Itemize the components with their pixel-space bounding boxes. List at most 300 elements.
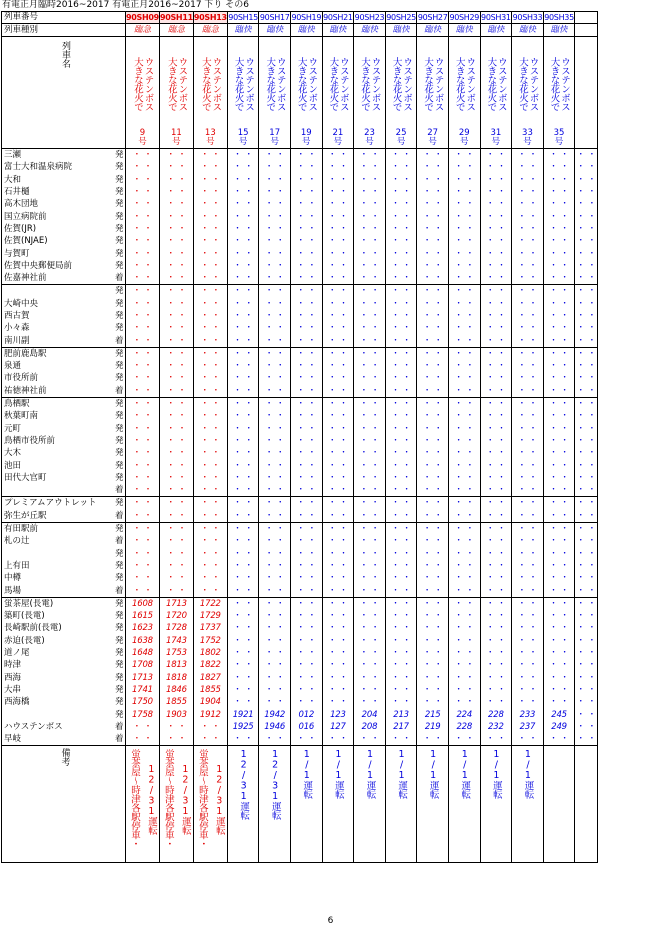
station-name: 与賀町	[2, 247, 114, 259]
timetable-cell: ・ ・	[259, 484, 291, 497]
timetable-cell: ・ ・	[322, 210, 354, 222]
station-name: 上有田	[2, 560, 114, 572]
timetable-cell: ・ ・	[512, 548, 544, 560]
train-name-line: 大きな花火で	[199, 57, 211, 111]
timetable-cell: ・ ・	[543, 472, 575, 484]
timetable-cell: ・ ・	[159, 397, 193, 410]
timetable-cell: ・ ・	[385, 186, 417, 198]
timetable-cell: ・ ・	[159, 385, 193, 398]
timetable-cell: ・ ・	[480, 447, 512, 459]
timetable-cell: ・ ・	[385, 210, 417, 222]
timetable-cell: ・ ・	[448, 472, 480, 484]
timetable-cell: ・ ・	[291, 459, 323, 471]
train-name-cell	[322, 37, 354, 149]
timetable-cell: 1846	[159, 684, 193, 696]
timetable-cell: ・ ・	[291, 447, 323, 459]
train-number: 90SH09	[126, 13, 159, 22]
timetable-cell: ・ ・	[291, 372, 323, 384]
timetable-cell: ・ ・	[480, 497, 512, 510]
timetable-cell: ・ ・	[543, 610, 575, 622]
train-number: 90SH33	[512, 13, 543, 22]
remark-line: 蛍茶屋～時津各駅停車・	[162, 749, 174, 849]
timetable-cell: ・ ・	[448, 459, 480, 471]
timetable-cell-extra: ・ ・	[576, 223, 597, 234]
timetable-cell: ・ ・	[126, 161, 160, 173]
train-name-line: 大きな花火で	[358, 57, 370, 111]
timetable-cell: ・ ・	[417, 198, 449, 210]
timetable-cell: ・ ・	[512, 285, 544, 298]
timetable-cell: ・ ・	[417, 647, 449, 659]
timetable-cell: ・ ・	[159, 497, 193, 510]
remark	[323, 746, 354, 799]
remark-line: 12/31運転	[179, 763, 191, 834]
timetable-cell: ・ ・	[480, 322, 512, 334]
remark-cell	[159, 746, 193, 863]
timetable-cell: ・ ・	[126, 149, 160, 162]
train-name-line: ウステンボス	[559, 57, 571, 111]
timetable-cell: ・ ・	[126, 733, 160, 746]
train-type: 臨快	[448, 24, 480, 37]
station-name: ハウステンボス	[2, 721, 114, 733]
timetable-cell-extra: ・ ・	[576, 399, 597, 410]
timetable-cell: ・ ・	[259, 247, 291, 259]
timetable-cell: ・ ・	[448, 733, 480, 746]
timetable-cell: ・ ・	[291, 659, 323, 671]
train-name	[259, 38, 290, 130]
timetable-cell: ・ ・	[385, 410, 417, 422]
timetable-cell: ・ ・	[126, 535, 160, 547]
timetable-cell-extra: ・ ・	[576, 548, 597, 559]
timetable-cell-extra: ・ ・	[576, 648, 597, 659]
train-name	[544, 38, 575, 130]
timetable-cell: 016	[291, 721, 323, 733]
remark	[481, 746, 512, 799]
timetable-cell: ・ ・	[417, 435, 449, 447]
timetable-cell: ・ ・	[259, 372, 291, 384]
timetable-cell: 127	[322, 721, 354, 733]
timetable-cell: ・ ・	[227, 671, 259, 683]
timetable-cell: ・ ・	[543, 149, 575, 162]
timetable-cell: ・ ・	[385, 423, 417, 435]
train-name-line: 大きな花火で	[548, 57, 560, 111]
station-dep-arr: 着	[114, 335, 124, 346]
timetable-cell: ・ ・	[126, 459, 160, 471]
station-dep-arr: 着	[114, 721, 124, 732]
timetable-cell: ・ ・	[480, 584, 512, 597]
train-name-cell	[193, 37, 227, 149]
timetable-cell: 1942	[259, 708, 291, 720]
timetable-cell: ・ ・	[354, 497, 386, 510]
timetable-cell: ・ ・	[259, 347, 291, 360]
remarks-label: 備考	[59, 748, 70, 767]
timetable-cell: 123	[322, 708, 354, 720]
timetable-cell: ・ ・	[385, 298, 417, 310]
timetable-cell: ・ ・	[448, 560, 480, 572]
timetable-cell: 1648	[126, 647, 160, 659]
timetable-cell: ・ ・	[126, 198, 160, 210]
timetable-cell-extra: ・ ・	[576, 684, 597, 695]
timetable-cell: ・ ・	[417, 347, 449, 360]
station-dep-arr: 発	[114, 448, 124, 459]
timetable-cell: ・ ・	[417, 635, 449, 647]
timetable-cell: ・ ・	[193, 410, 227, 422]
timetable-cell: ・ ・	[259, 584, 291, 597]
timetable-cell-extra: ・ ・	[576, 423, 597, 434]
remark-cell	[193, 746, 227, 863]
timetable-cell: ・ ・	[417, 572, 449, 584]
timetable-cell: ・ ・	[159, 198, 193, 210]
timetable-cell: ・ ・	[448, 572, 480, 584]
timetable-cell-extra: ・ ・	[576, 435, 597, 446]
timetable	[1, 11, 598, 863]
timetable-cell: ・ ・	[354, 423, 386, 435]
timetable-cell: ・ ・	[480, 385, 512, 398]
timetable-cell: ・ ・	[417, 149, 449, 162]
timetable-cell: ・ ・	[322, 659, 354, 671]
train-name-unit: 号	[333, 137, 343, 147]
remark-cell	[448, 746, 480, 863]
timetable-cell: ・ ・	[543, 410, 575, 422]
station-name: 鳥栖駅	[2, 397, 114, 410]
timetable-cell: ・ ・	[193, 298, 227, 310]
timetable-cell: 1946	[259, 721, 291, 733]
timetable-cell: ・ ・	[354, 397, 386, 410]
timetable-cell: ・ ・	[385, 235, 417, 247]
timetable-cell: ・ ・	[193, 322, 227, 334]
timetable-cell: ・ ・	[159, 510, 193, 523]
train-name-line: 大きな花火で	[232, 57, 244, 111]
timetable-cell: ・ ・	[193, 223, 227, 235]
station-dep-arr: 着	[114, 585, 124, 596]
timetable-cell: ・ ・	[417, 372, 449, 384]
timetable-cell: ・ ・	[291, 310, 323, 322]
train-name	[228, 38, 259, 130]
timetable-cell: ・ ・	[448, 510, 480, 523]
train-name-cell	[259, 37, 291, 149]
timetable-cell: ・ ・	[417, 272, 449, 285]
timetable-cell: ・ ・	[512, 622, 544, 634]
timetable-cell: ・ ・	[354, 659, 386, 671]
timetable-cell: ・ ・	[480, 310, 512, 322]
timetable-cell: ・ ・	[227, 149, 259, 162]
remark-line: 1/1運転	[301, 749, 313, 799]
timetable-cell: ・ ・	[543, 584, 575, 597]
train-name-line: 大きな花火で	[422, 57, 434, 111]
remark-line: 1/1運転	[396, 749, 408, 799]
timetable-cell-extra: ・ ・	[576, 510, 597, 521]
timetable-cell: ・ ・	[126, 435, 160, 447]
timetable-cell: ・ ・	[354, 174, 386, 186]
train-name-empty	[575, 37, 598, 149]
timetable-cell: ・ ・	[543, 733, 575, 746]
train-number: 90SH17	[259, 13, 290, 22]
timetable-cell: ・ ・	[227, 622, 259, 634]
timetable-cell: ・ ・	[126, 322, 160, 334]
train-name-line: ウステンボス	[243, 57, 255, 111]
timetable-cell: ・ ・	[291, 260, 323, 272]
timetable-cell: ・ ・	[259, 210, 291, 222]
station-name: 西海	[2, 671, 114, 683]
timetable-cell: 204	[354, 708, 386, 720]
timetable-cell: ・ ・	[227, 174, 259, 186]
timetable-cell: ・ ・	[291, 210, 323, 222]
timetable-cell: ・ ・	[291, 247, 323, 259]
remark-line: 12/31運転	[269, 749, 281, 820]
timetable-cell: ・ ・	[354, 522, 386, 535]
train-name-number: 19	[300, 128, 312, 138]
timetable-cell: ・ ・	[512, 397, 544, 410]
timetable-cell: ・ ・	[385, 161, 417, 173]
timetable-cell: ・ ・	[480, 372, 512, 384]
timetable-cell-extra: ・ ・	[576, 150, 597, 161]
station-dep-arr: 発	[114, 162, 124, 173]
timetable-cell: ・ ・	[259, 360, 291, 372]
timetable-cell: ・ ・	[480, 423, 512, 435]
timetable-cell: ・ ・	[259, 497, 291, 510]
timetable-cell: ・ ・	[543, 186, 575, 198]
timetable-cell: ・ ・	[543, 322, 575, 334]
remark	[291, 746, 322, 799]
timetable-cell: ・ ・	[417, 385, 449, 398]
timetable-cell: ・ ・	[322, 447, 354, 459]
train-name-line: 大きな花火で	[516, 57, 528, 111]
timetable-cell: ・ ・	[385, 397, 417, 410]
timetable-cell: ・ ・	[259, 298, 291, 310]
timetable-cell: ・ ・	[417, 733, 449, 746]
timetable-cell-extra: ・ ・	[576, 660, 597, 671]
timetable-cell: ・ ・	[126, 372, 160, 384]
timetable-cell: ・ ・	[159, 535, 193, 547]
timetable-cell-extra: ・ ・	[576, 298, 597, 309]
timetable-cell: ・ ・	[354, 560, 386, 572]
timetable-cell: 1802	[193, 647, 227, 659]
station-name: 富士大和温泉病院	[2, 161, 114, 173]
timetable-cell: ・ ・	[227, 597, 259, 610]
timetable-cell: ・ ・	[480, 484, 512, 497]
timetable-cell: ・ ・	[385, 572, 417, 584]
timetable-cell: ・ ・	[512, 572, 544, 584]
timetable-cell: ・ ・	[543, 622, 575, 634]
station-name: 国立病院前	[2, 210, 114, 222]
timetable-cell: ・ ・	[448, 174, 480, 186]
timetable-cell: ・ ・	[227, 484, 259, 497]
timetable-cell: ・ ・	[259, 622, 291, 634]
timetable-cell: ・ ・	[227, 360, 259, 372]
page-title: 有電正月臨時2016~2017 有電正月2016~2017 下り その6	[2, 0, 250, 10]
timetable-cell: ・ ・	[512, 347, 544, 360]
timetable-cell: ・ ・	[193, 334, 227, 347]
station-name: 馬場	[2, 584, 114, 597]
station-name: 中樽	[2, 572, 114, 584]
timetable-cell: 1708	[126, 659, 160, 671]
station-name: 南川副	[2, 334, 114, 347]
timetable-cell: ・ ・	[193, 459, 227, 471]
timetable-cell: ・ ・	[480, 174, 512, 186]
timetable-cell: ・ ・	[512, 322, 544, 334]
timetable-cell: 219	[417, 721, 449, 733]
timetable-cell: ・ ・	[291, 696, 323, 708]
timetable-cell: ・ ・	[259, 572, 291, 584]
timetable-cell: ・ ・	[512, 610, 544, 622]
timetable-cell: ・ ・	[259, 696, 291, 708]
train-name-number: 17	[269, 128, 281, 138]
remark-line: 1/1運転	[332, 749, 344, 799]
timetable-cell: ・ ・	[512, 484, 544, 497]
timetable-cell: ・ ・	[448, 584, 480, 597]
timetable-cell: ・ ・	[385, 522, 417, 535]
train-name	[160, 38, 193, 130]
timetable-cell: ・ ・	[126, 385, 160, 398]
timetable-cell: ・ ・	[480, 671, 512, 683]
timetable-cell: ・ ・	[385, 372, 417, 384]
timetable-cell: ・ ・	[448, 423, 480, 435]
timetable-cell-extra: ・ ・	[576, 472, 597, 483]
timetable-cell: ・ ・	[193, 310, 227, 322]
timetable-cell: ・ ・	[126, 572, 160, 584]
timetable-cell: ・ ・	[354, 285, 386, 298]
timetable-cell: ・ ・	[354, 696, 386, 708]
timetable-cell: ・ ・	[322, 247, 354, 259]
timetable-cell: ・ ・	[543, 360, 575, 372]
timetable-cell: ・ ・	[259, 385, 291, 398]
timetable-cell: ・ ・	[227, 186, 259, 198]
timetable-cell: ・ ・	[385, 334, 417, 347]
timetable-cell: ・ ・	[480, 410, 512, 422]
timetable-cell: ・ ・	[322, 161, 354, 173]
timetable-cell: ・ ・	[385, 635, 417, 647]
timetable-cell: ・ ・	[543, 310, 575, 322]
timetable-cell: ・ ・	[385, 435, 417, 447]
timetable-cell: ・ ・	[126, 247, 160, 259]
page-number: 6	[327, 916, 334, 926]
timetable-cell: ・ ・	[354, 410, 386, 422]
train-name-cell	[417, 37, 449, 149]
timetable-cell: ・ ・	[448, 597, 480, 610]
station-name: 佐賀(JR)	[2, 223, 114, 235]
timetable-cell: ・ ・	[417, 548, 449, 560]
train-name-cell	[159, 37, 193, 149]
station-dep-arr: 発	[114, 709, 124, 720]
station-dep-arr: 発	[114, 684, 124, 695]
remark-line: 1/1運転	[490, 749, 502, 799]
timetable-cell: ・ ・	[354, 635, 386, 647]
timetable-cell: ・ ・	[259, 548, 291, 560]
train-name-unit: 号	[172, 137, 181, 147]
timetable-cell: ・ ・	[512, 435, 544, 447]
timetable-cell: ・ ・	[354, 447, 386, 459]
timetable-cell: ・ ・	[193, 235, 227, 247]
timetable-cell: ・ ・	[227, 310, 259, 322]
remark-line: 12/31運転	[213, 763, 225, 834]
timetable-cell: ・ ・	[227, 459, 259, 471]
remark-line: 12/31運転	[238, 749, 250, 820]
timetable-cell: ・ ・	[543, 484, 575, 497]
timetable-cell: ・ ・	[448, 360, 480, 372]
station-dep-arr: 着	[114, 485, 124, 496]
station-dep-arr: 発	[114, 286, 124, 297]
timetable-cell: 249	[543, 721, 575, 733]
timetable-cell: ・ ・	[291, 285, 323, 298]
station-dep-arr: 発	[114, 399, 124, 410]
timetable-cell: ・ ・	[543, 285, 575, 298]
timetable-cell: ・ ・	[354, 149, 386, 162]
timetable-cell: ・ ・	[193, 548, 227, 560]
train-name-cell	[291, 37, 323, 149]
train-name-number: 9	[139, 128, 146, 138]
timetable-cell: ・ ・	[227, 696, 259, 708]
timetable-cell: ・ ・	[193, 385, 227, 398]
remark-cell	[259, 746, 291, 863]
timetable-cell: ・ ・	[448, 522, 480, 535]
timetable-cell: 1638	[126, 635, 160, 647]
timetable-cell: ・ ・	[385, 622, 417, 634]
timetable-cell: ・ ・	[291, 572, 323, 584]
timetable-cell: ・ ・	[512, 310, 544, 322]
timetable-cell: ・ ・	[193, 149, 227, 162]
timetable-cell: ・ ・	[126, 347, 160, 360]
timetable-cell: ・ ・	[227, 472, 259, 484]
timetable-cell: ・ ・	[227, 223, 259, 235]
timetable-cell: ・ ・	[512, 235, 544, 247]
train-number: 90SH11	[159, 13, 193, 22]
timetable-cell: ・ ・	[385, 447, 417, 459]
timetable-cell: ・ ・	[291, 548, 323, 560]
train-name-line: ウステンボス	[210, 57, 222, 111]
timetable-cell: ・ ・	[354, 510, 386, 523]
timetable-cell: ・ ・	[322, 497, 354, 510]
station-dep-arr: 発	[114, 211, 124, 222]
timetable-cell: ・ ・	[259, 733, 291, 746]
timetable-cell: ・ ・	[126, 548, 160, 560]
timetable-cell: ・ ・	[543, 447, 575, 459]
train-name-unit: 号	[270, 137, 279, 147]
timetable-cell: ・ ・	[227, 298, 259, 310]
timetable-cell: ・ ・	[193, 397, 227, 410]
station-dep-arr: 発	[114, 648, 124, 659]
timetable-cell: 245	[543, 708, 575, 720]
timetable-cell: ・ ・	[259, 447, 291, 459]
timetable-cell: 1855	[159, 696, 193, 708]
timetable-cell: ・ ・	[322, 435, 354, 447]
timetable-cell: ・ ・	[193, 174, 227, 186]
timetable-cell: ・ ・	[322, 174, 354, 186]
train-type: 臨快	[322, 24, 354, 37]
timetable-cell: ・ ・	[126, 497, 160, 510]
station-name: 西海橋	[2, 696, 114, 708]
timetable-cell: ・ ・	[512, 423, 544, 435]
timetable-cell: ・ ・	[291, 334, 323, 347]
timetable-cell-extra: ・ ・	[576, 236, 597, 247]
timetable-cell: ・ ・	[259, 671, 291, 683]
timetable-cell: ・ ・	[259, 186, 291, 198]
timetable-cell: ・ ・	[417, 684, 449, 696]
timetable-cell: ・ ・	[512, 447, 544, 459]
station-name: 早岐	[2, 733, 114, 746]
station-name: 時津	[2, 659, 114, 671]
timetable-cell: ・ ・	[291, 198, 323, 210]
train-name-line: ウステンボス	[337, 57, 349, 111]
timetable-cell: ・ ・	[480, 435, 512, 447]
timetable-cell: ・ ・	[322, 584, 354, 597]
station-name: 西古賀	[2, 310, 114, 322]
train-type: 臨快	[512, 24, 544, 37]
timetable-cell: ・ ・	[354, 161, 386, 173]
timetable-cell: ・ ・	[417, 174, 449, 186]
station-dep-arr: 発	[114, 524, 124, 535]
timetable-cell: ・ ・	[543, 522, 575, 535]
station-dep-arr: 発	[114, 199, 124, 210]
train-name-label: 列車名	[60, 41, 70, 68]
